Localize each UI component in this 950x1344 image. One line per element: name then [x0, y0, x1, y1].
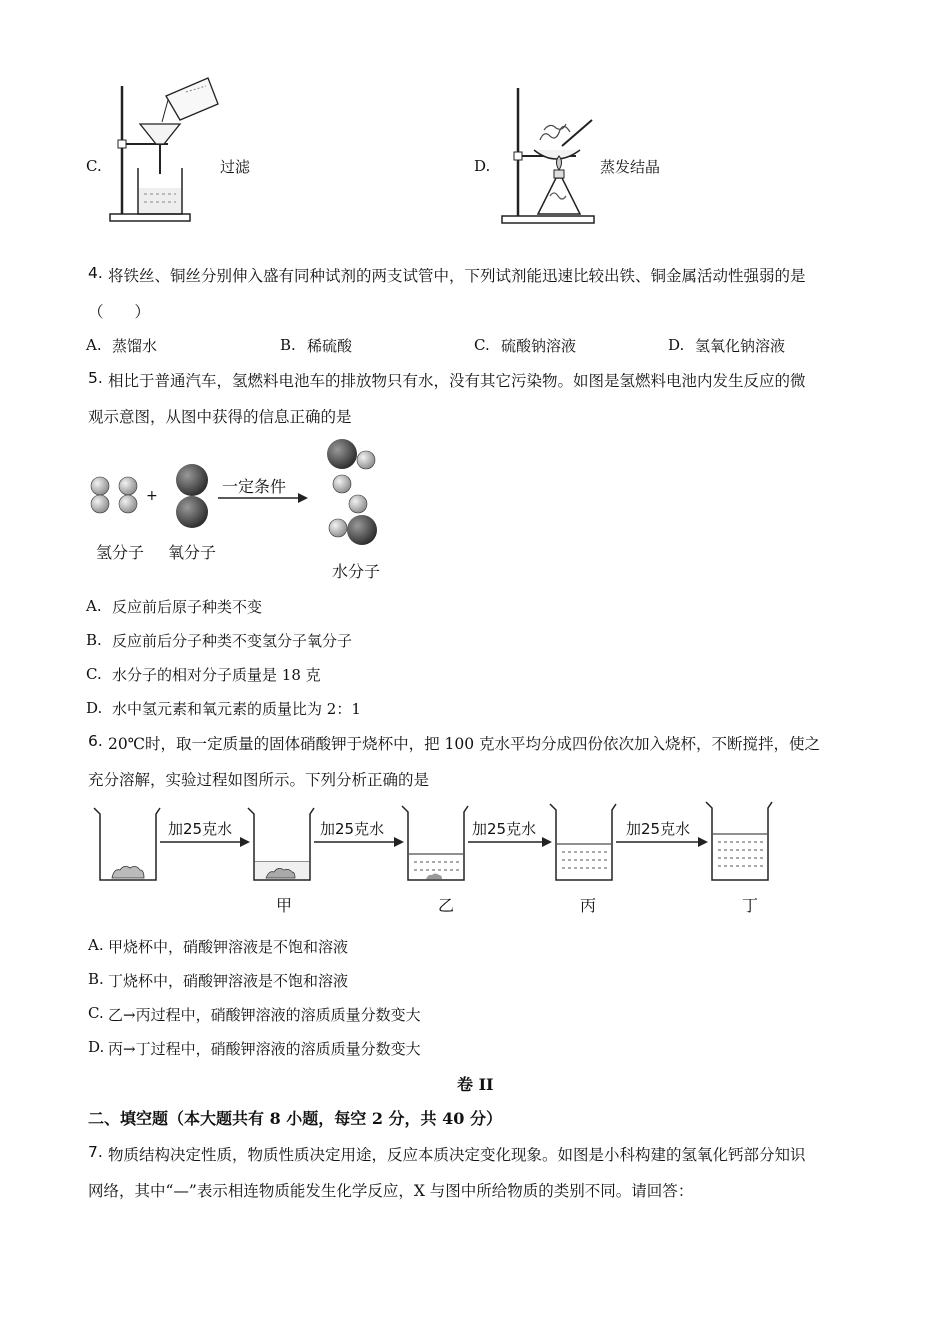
beaker-label-bing: 丙: [580, 896, 597, 915]
question-number: 4.: [88, 264, 103, 282]
option-text: 乙→丙过程中，硝酸钾溶液的溶质质量分数变大: [108, 1006, 421, 1024]
hydrogen-molecule-label: 氢分子: [96, 543, 145, 562]
add-water-label: 加25克水: [472, 820, 537, 838]
option-text: 反应前后分子种类不变氢分子氧分子: [112, 632, 353, 650]
option-text: 硫酸钠溶液: [501, 337, 577, 355]
option-text: 稀硫酸: [307, 337, 353, 355]
option-letter: B.: [86, 631, 102, 649]
plus-sign: +: [146, 488, 158, 504]
option-letter: A.: [88, 936, 104, 954]
question-stem-line1: 相比于普通汽车，氢燃料电池车的排放物只有水，没有其它污染物。如图是氢燃料电池内发生反应的微: [108, 372, 806, 390]
oxygen-molecule-label: 氧分子: [168, 543, 217, 562]
option-letter: C.: [88, 1004, 104, 1022]
add-water-label: 加25克水: [626, 820, 691, 838]
add-water-label: 加25克水: [320, 820, 385, 838]
evaporation-apparatus-image: [500, 84, 610, 229]
question-number: 6.: [88, 732, 103, 750]
question-stem-line2: 网络，其中“—”表示相连物质能发生化学反应，X 与图中所给物质的类别不同。请回答：: [88, 1182, 694, 1200]
option-text: 过滤: [220, 158, 251, 176]
question-stem-line2: 充分溶解，实验过程如图所示。下列分析正确的是: [88, 771, 430, 789]
option-letter: C.: [474, 336, 490, 354]
question-stem-line2: 观示意图，从图中获得的信息正确的是: [88, 408, 352, 426]
option-text: 蒸馏水: [112, 337, 158, 355]
reaction-condition-label: 一定条件: [222, 477, 287, 496]
water-molecule-label: 水分子: [332, 562, 381, 581]
option-text: 水分子的相对分子质量是 18 克: [112, 666, 321, 684]
answer-blank: （ ）: [88, 303, 151, 321]
option-letter: C.: [86, 665, 102, 683]
beaker-label-jia: 甲: [276, 896, 293, 915]
beaker-label-yi: 乙: [438, 896, 455, 915]
option-letter: A.: [86, 597, 102, 615]
question-number: 7.: [88, 1143, 103, 1161]
dissolving-beakers-figure: [90, 800, 790, 890]
option-text: 丙→丁过程中，硝酸钾溶液的溶质质量分数变大: [108, 1040, 421, 1058]
option-text: 蒸发结晶: [600, 158, 661, 176]
option-text: 氢氧化钠溶液: [695, 337, 786, 355]
option-text: 丁烧杯中，硝酸钾溶液是不饱和溶液: [108, 972, 349, 990]
add-water-label: 加25克水: [168, 820, 233, 838]
option-letter: C.: [86, 157, 102, 175]
option-letter: B.: [280, 336, 296, 354]
option-letter: D.: [88, 1038, 105, 1056]
option-letter: A.: [86, 336, 102, 354]
question-number: 5.: [88, 369, 103, 387]
volume-title: 卷 II: [457, 1075, 494, 1094]
filtration-apparatus-image: [108, 76, 218, 226]
section-title: 二、填空题（本大题共有 8 小题，每空 2 分，共 40 分）: [88, 1109, 502, 1128]
option-letter: D.: [668, 336, 685, 354]
beaker-label-ding: 丁: [742, 896, 759, 915]
option-letter: D.: [474, 157, 491, 175]
option-text: 反应前后原子种类不变: [112, 598, 263, 616]
option-text: 水中氢元素和氧元素的质量比为 2：1: [112, 700, 361, 718]
question-stem: 将铁丝、铜丝分别伸入盛有同种试剂的两支试管中，下列试剂能迅速比较出铁、铜金属活动性强弱的是: [108, 267, 806, 285]
question-stem-line1: 20℃时，取一定质量的固体硝酸钾于烧杯中，把 100 克水平均分成四份依次加入烧杯，不断搅拌，使之: [108, 735, 821, 753]
option-text: 甲烧杯中，硝酸钾溶液是不饱和溶液: [108, 938, 349, 956]
option-letter: B.: [88, 970, 104, 988]
question-stem-line1: 物质结构决定性质，物质性质决定用途，反应本质决定变化现象。如图是小科构建的氢氧化钙部分知识: [108, 1146, 806, 1164]
option-letter: D.: [86, 699, 103, 717]
